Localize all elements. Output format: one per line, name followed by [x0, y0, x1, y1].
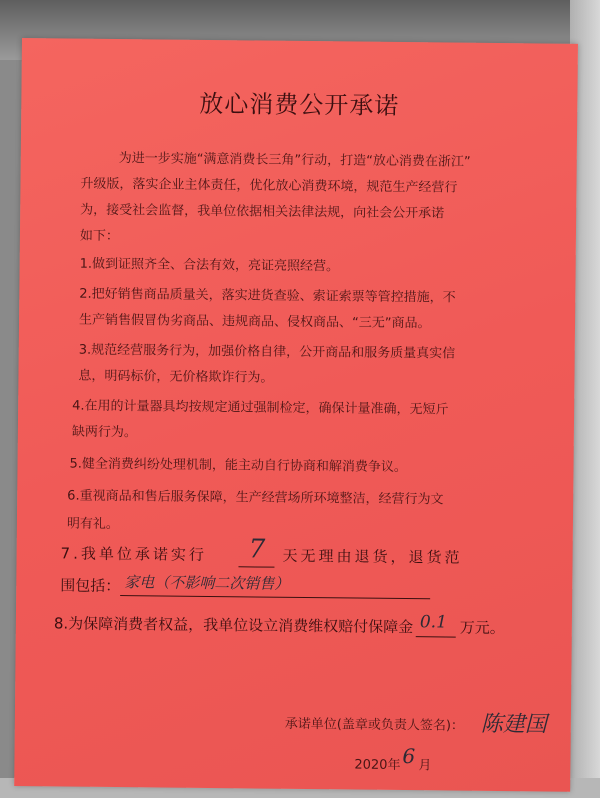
item-8-prefix: 8.为保障消费者权益，我单位设立消费维权赔付保障金 — [53, 614, 414, 637]
intro-line-2: 升级版，落实企业主体责任，优化放心消费环境，规范生产经营行 — [80, 176, 458, 196]
item-8-amount-handwritten: 0.1 — [419, 612, 448, 633]
item-7-suffix: 天无理由退货，退货范 — [282, 546, 463, 567]
signature-handwritten: 陈建国 — [480, 711, 547, 738]
item-7-scope-underline — [120, 595, 430, 599]
item-7-scope-handwritten: 家电（不影响二次销售） — [124, 573, 290, 593]
item-8-suffix: 万元。 — [459, 618, 505, 638]
item-5: 5.健全消费纠纷处理机制，能主动自行协商和解消费争议。 — [69, 456, 408, 476]
item-4-line-2: 缺两行为。 — [71, 424, 137, 441]
item-2-line-1: 2.把好销售商品质量关，落实进货查验、索证索票等管控措施，不 — [79, 286, 456, 306]
item-6-line-1: 6.重视商品和售后服务保障，生产经营场所环境整洁，经营行为文 — [67, 488, 444, 508]
item-7-prefix: 7.我单位承诺实行 — [60, 544, 208, 564]
item-3-line-1: 3.规范经营服务行为，加强价格自律，公开商品和服务质量真实信 — [78, 342, 456, 362]
item-1: 1.做到证照齐全、合法有效，亮证亮照经营。 — [79, 256, 340, 275]
item-7-days-underline — [238, 566, 274, 567]
sign-label: 承诺单位(盖章或负责人签名)： — [284, 716, 465, 734]
date-month-handwritten: 6 — [402, 744, 416, 769]
date-year: 2020年 — [354, 757, 401, 774]
item-7-scope-label: 围包括： — [60, 576, 121, 596]
intro-line-4: 如下： — [79, 228, 120, 245]
intro-line-1: 为进一步实施“满意消费长三角”行动，打造“放心消费在浙江” — [118, 151, 471, 170]
commitment-paper — [14, 38, 578, 792]
intro-line-3: 为，接受社会监督，我单位依据相关法律法规，向社会公开承诺 — [80, 202, 445, 222]
document-title: 放心消费公开承诺 — [199, 89, 400, 120]
item-3-line-2: 息，明码标价，无价格欺诈行为。 — [78, 368, 274, 386]
date-month-label: 月 — [418, 758, 432, 774]
item-4-line-1: 4.在用的计量器具均按规定通过强制检定，确保计量准确，无短斤 — [72, 398, 449, 418]
item-6-line-2: 明有礼。 — [66, 516, 120, 533]
item-8-amount-underline — [416, 636, 456, 637]
item-2-line-2: 生产销售假冒伪劣商品、违规商品、侵权商品、“三无”商品。 — [78, 312, 431, 332]
item-7-days-handwritten: 7 — [248, 534, 266, 565]
